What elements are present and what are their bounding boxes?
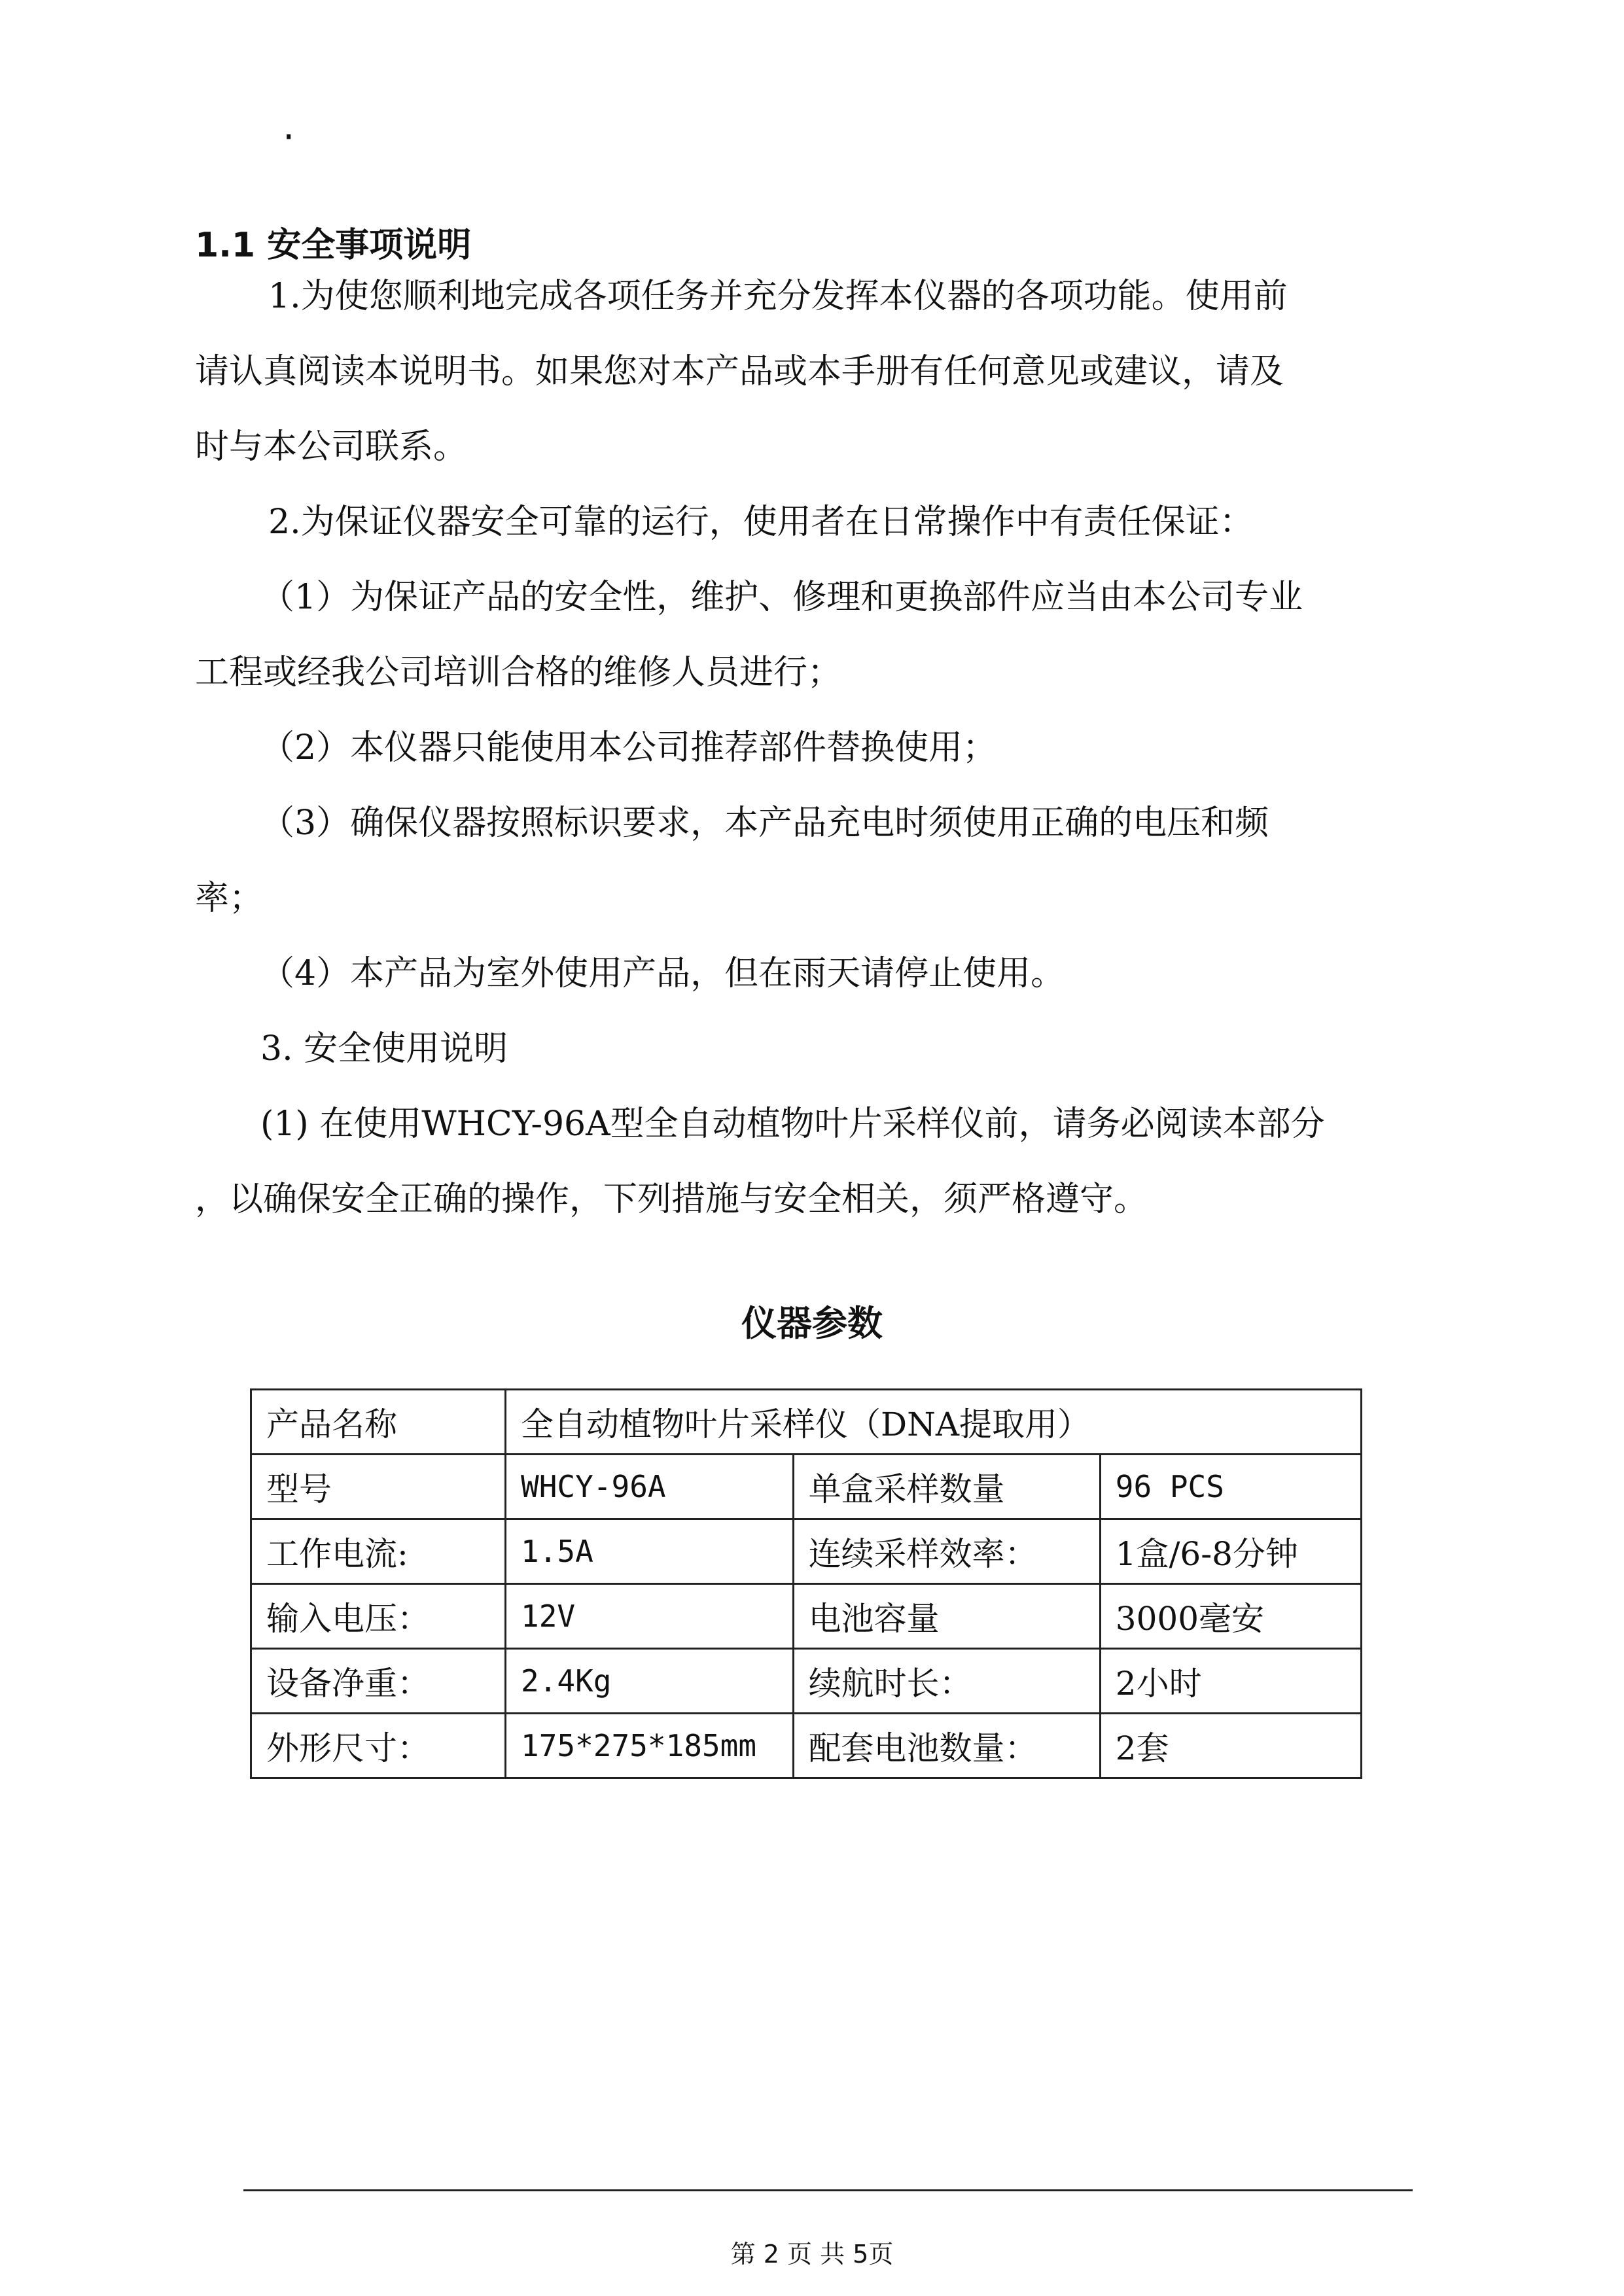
table-cell-label: 电池容量: [793, 1584, 1100, 1649]
table-row: [251, 1649, 1362, 1714]
table-cell-value: 1.5A: [506, 1519, 794, 1584]
table-cell-label: 配套电池数量：: [793, 1714, 1100, 1778]
table-cell-label: 型号: [251, 1455, 506, 1519]
table-cell-label: 输入电压：: [251, 1584, 506, 1649]
table-row: [251, 1714, 1362, 1778]
paragraph-line: 2.为保证仪器安全可靠的运行，使用者在日常操作中有责任保证：: [268, 503, 1254, 542]
paragraph-line: 1.为使您顺利地完成各项任务并充分发挥本仪器的各项功能。使用前: [268, 277, 1288, 316]
table-cell-value: 1盒/6-8分钟: [1100, 1519, 1361, 1584]
page-number: 第 2 页 共 5页: [730, 2240, 894, 2269]
paragraph-line: 率；: [195, 879, 264, 918]
table-cell-label: 单盒采样数量: [793, 1455, 1100, 1519]
table-cell-label: 续航时长：: [793, 1649, 1100, 1714]
table-cell-value: 96 PCS: [1100, 1455, 1361, 1519]
table-row: [251, 1390, 1362, 1455]
table-cell-label: 工作电流:: [251, 1519, 506, 1584]
paragraph-line: （1）为保证产品的安全性，维护、修理和更换部件应当由本公司专业: [260, 578, 1303, 617]
table-cell-value: 175*275*185mm: [506, 1714, 794, 1778]
paragraph-line: 时与本公司联系。: [195, 427, 468, 467]
table-row: [251, 1455, 1362, 1519]
page-marker-dot: ·: [283, 115, 295, 159]
table-cell-value: 全自动植物叶片采样仪（DNA提取用）: [506, 1390, 1362, 1455]
section-heading: 1.1 安全事项说明: [195, 226, 472, 265]
safety-paragraphs: [195, 259, 1438, 1237]
table-cell-value: 2.4Kg: [506, 1649, 794, 1714]
table-cell-label: 外形尺寸：: [251, 1714, 506, 1778]
table-cell-value: WHCY-96A: [506, 1455, 794, 1519]
table-cell-label: 设备净重：: [251, 1649, 506, 1714]
paragraph-line: 3. 安全使用说明: [260, 1029, 508, 1069]
paragraph-line: （2）本仪器只能使用本公司推荐部件替换使用；: [260, 728, 997, 768]
table-cell-label: 连续采样效率：: [793, 1519, 1100, 1584]
paragraph-line: 请认真阅读本说明书。如果您对本产品或本手册有任何意见或建议，请及: [195, 352, 1284, 391]
parameters-table: [250, 1388, 1362, 1779]
paragraph-line: （4）本产品为室外使用产品，但在雨天请停止使用。: [260, 954, 1065, 993]
paragraph-line: （3）确保仪器按照标识要求，本产品充电时须使用正确的电压和频: [260, 804, 1269, 843]
paragraph-line: (1) 在使用WHCY-96A型全自动植物叶片采样仪前，请务必阅读本部分: [260, 1104, 1325, 1144]
table-row: [251, 1584, 1362, 1649]
footer-divider: [243, 2189, 1413, 2191]
table-cell-label: 产品名称: [251, 1390, 506, 1455]
paragraph-line: 工程或经我公司培训合格的维修人员进行；: [195, 653, 842, 692]
paragraph-line: ，以确保安全正确的操作，下列措施与安全相关，须严格遵守。: [195, 1180, 1148, 1219]
table-title: 仪器参数: [741, 1303, 883, 1344]
table-cell-value: 3000毫安: [1100, 1584, 1361, 1649]
table-cell-value: 2小时: [1100, 1649, 1361, 1714]
table-row: [251, 1519, 1362, 1584]
table-cell-value: 2套: [1100, 1714, 1361, 1778]
table-cell-value: 12V: [506, 1584, 794, 1649]
